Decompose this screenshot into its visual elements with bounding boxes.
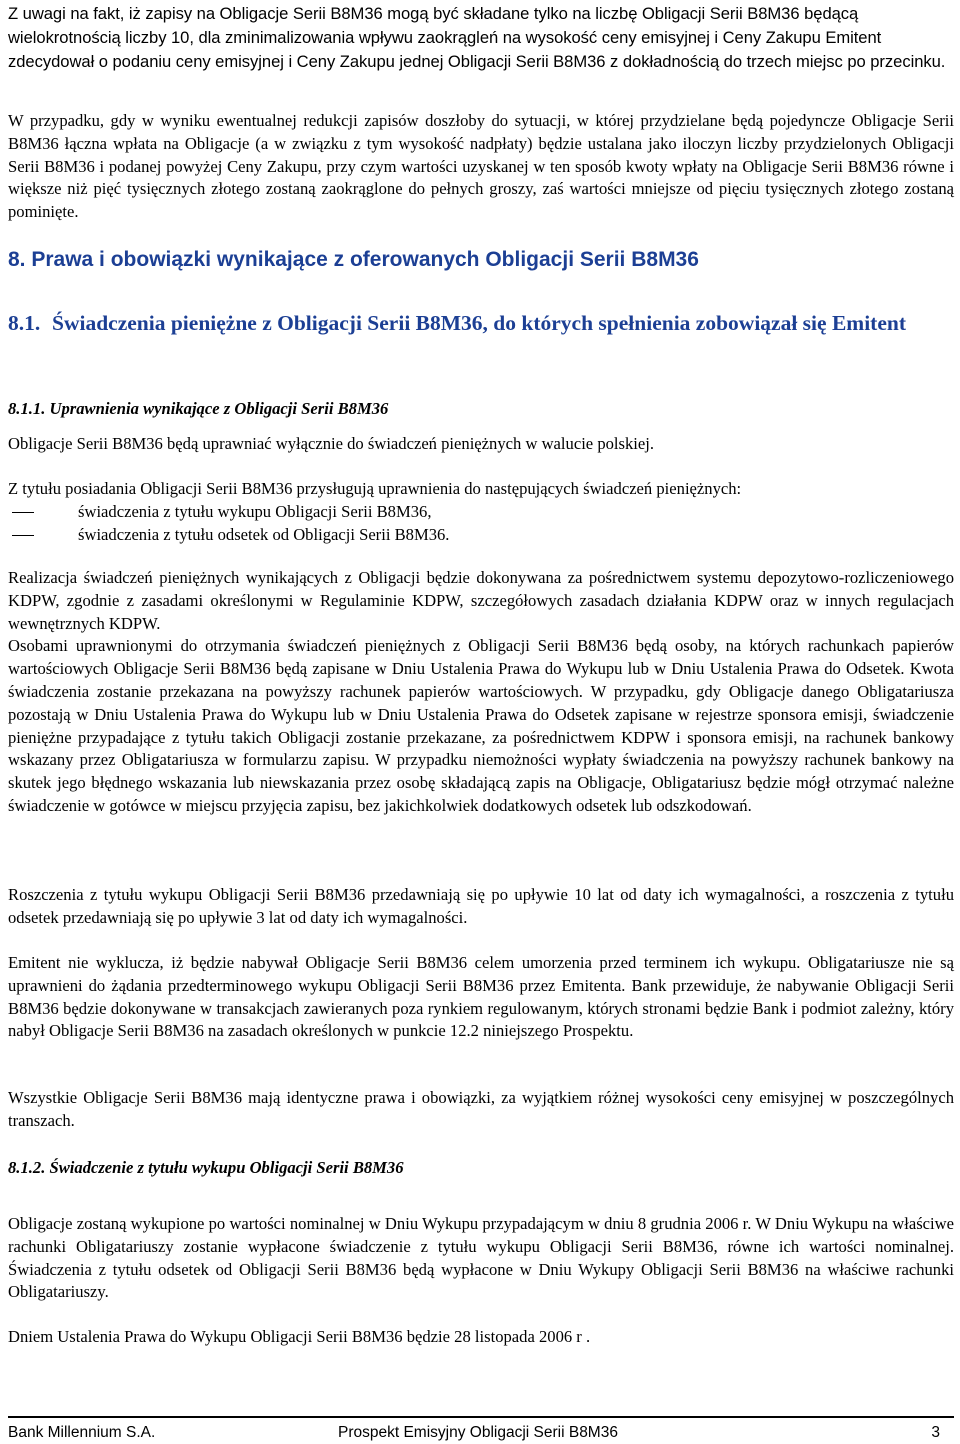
intro-paragraph-2: W przypadku, gdy w wyniku ewentualnej redukcji zapisów doszłoby do sytuacji, w której przydzielane będą pojedyncze Obligacje Serii B8M36 łączna wpłata na Obligacje (a w związku z tym wysokość nadpłaty) będzie ustalana jako iloczyn liczby przydzielonych Obligacji Serii B8M36 i podanej powyżej Ceny Zakupu, przy czym wartości uzyskanej w ten sposób kwoty wpłaty na Obligacje Serii B8M36 równe i większe niż pięć tysięcznych złotego zostaną zaokrąglone do pełnych groszy, zaś wartości mniejsze od pięciu tysięcznych złotego zostaną pominięte. <box>8 111 954 222</box>
paragraph-8-1-1-b: Z tytułu posiadania Obligacji Serii B8M36 przysługują uprawnienia do następujących świadczeń pieniężnych: świadczenia z tytułu wykupu Obligacji Serii B8M36, świadczenia z tytułu odsetek od Obligacji Serii B8M36. <box>8 478 954 546</box>
paragraph-8-1-1-a: Obligacje Serii B8M36 będą uprawniać wyłącznie do świadczeń pieniężnych w walucie polskiej. <box>8 434 655 453</box>
paragraph-8-1-2-b: Dniem Ustalenia Prawa do Wykupu Obligacji Serii B8M36 będzie 28 listopada 2006 r . <box>8 1327 591 1346</box>
dash-bullet <box>8 524 78 547</box>
footer-company: Bank Millennium S.A. <box>8 1424 156 1441</box>
paragraph-8-1-1-e: Emitent nie wyklucza, iż będzie nabywał Obligacje Serii B8M36 celem umorzenia przed terminem ich wykupu. Obligatariusze nie są uprawnieni do żądania przedterminowego wykupu Obligacji Serii B8M36 przez Emitenta. Bank przewiduje, że nabywanie Obligacji Serii B8M36 będzie dokonywane w transakcjach zawieranych poza rynkiem regulowanym, których stronami będzie Bank i podmiot zależny, który nabył Obligacje Serii B8M36 na zasadach określonych w punkcie 12.2 niniejszego Prospektu. <box>8 953 954 1041</box>
footer-divider <box>8 1416 954 1418</box>
footer-document-title: Prospekt Emisyjny Obligacji Serii B8M36 <box>338 1424 618 1441</box>
footer-page-number: 3 <box>931 1424 940 1441</box>
list-item: świadczenia z tytułu odsetek od Obligacji Serii B8M36. <box>8 524 954 547</box>
paragraph-8-1-1-c: Realizacja świadczeń pieniężnych wynikających z Obligacji będzie dokonywana za pośrednictwem systemu depozytowo-rozliczeniowego KDPW, zgodnie z zasadami określonymi w Regulaminie KDPW, szczegółowych zasadach działania KDPW oraz w innych regulacjach wewnętrznych KDPW. Osobami uprawnionymi do otrzymania świadczeń pieniężnych z Obligacji Serii B8M36 będą osoby, na których rachunkach papierów wartościowych Obligacje Serii B8M36 będą zapisane w Dniu Ustalenia Prawa do Wykupu lub w Dniu Ustalenia Prawa do Odsetek. Kwota świadczenia zostanie przekazana na powyższy rachunek papierów wartościowych. W przypadku, gdy Obligacje danego Obligatariusza pozostają w Dniu Ustalenia Prawa do Wykupu lub w Dniu Ustalenia Prawa do Odsetek zapisane w rejestrze sponsora emisji, świadczenie pieniężne przypadające z tytułu takich Obligacji zostanie przekazane, za pośrednictwem KDPW i sponsora emisji, na rachunek bankowy wskazany przez Obligatariusza w formularzu zapisu. W przypadku niemożności wypłaty świadczenia na powyższy rachunek bankowy na skutek jego błędnego wskazania lub niewskazania przez osobę składającą zapis na Obligacje, Obligatariusz będzie mógł otrzymać należne świadczenie w gotówce w miejscu przyjęcia zapisu, bez jakichkolwiek dodatkowych odsetek lub odszkodowań. <box>8 568 954 815</box>
section-title: Świadczenia pieniężne z Obligacji Serii B8M36, do których spełnienia zobowiązał się Emitent <box>52 311 906 335</box>
list-item: świadczenia z tytułu wykupu Obligacji Serii B8M36, <box>8 501 954 524</box>
dash-bullet <box>8 501 78 524</box>
paragraph-8-1-1-f: Wszystkie Obligacje Serii B8M36 mają identyczne prawa i obowiązki, za wyjątkiem różnej wysokości ceny emisyjnej w poszczególnych transzach. <box>8 1088 954 1130</box>
paragraph-8-1-2-a: Obligacje zostaną wykupione po wartości nominalnej w Dniu Wykupu przypadającym w dniu 8 grudnia 2006 r. W Dniu Wykupu na właściwe rachunki Obligatariuszy zostanie wypłacone świadczenie z tytułu wykupu Obligacji Serii B8M36, równe ich wartości nominalnej. Świadczenia z tytułu odsetek od Obligacji Serii B8M36 będą wypłacone w Dniu Wykupy Obligacji Serii B8M36 na właściwe rachunki Obligatariuszy. <box>8 1214 954 1302</box>
section-8-1-2-heading: 8.1.2. Świadczenie z tytułu wykupu Obligacji Serii B8M36 <box>8 1158 404 1177</box>
page-footer <box>8 1404 954 1444</box>
intro-paragraph-1: Z uwagi na fakt, iż zapisy na Obligacje Serii B8M36 mogą być składane tylko na liczbę Obligacji Serii B8M36 będącą wielokrotnością liczby 10, dla zminimalizowania wpływu zaokrągleń na wysokość ceny emisyjnej i Ceny Zakupu Emitent zdecydował o podaniu ceny emisyjnej i Ceny Zakupu jednej Obligacji Serii B8M36 z dokładnością do trzech miejsc po przecinku. <box>8 4 946 71</box>
section-8-heading: 8. Prawa i obowiązki wynikające z oferowanych Obligacji Serii B8M36 <box>8 248 699 271</box>
paragraph-8-1-1-d: Roszczenia z tytułu wykupu Obligacji Serii B8M36 przedawniają się po upływie 10 lat od daty ich wymagalności, a roszczenia z tytułu odsetek przedawniają się po upływie 3 lat od daty ich wymagalności. <box>8 885 954 927</box>
section-8-1-1-heading: 8.1.1. Uprawnienia wynikające z Obligacji Serii B8M36 <box>8 399 389 418</box>
section-number: 8.1. <box>8 311 41 335</box>
entitlements-list <box>8 501 954 547</box>
section-8-1-heading <box>8 309 954 338</box>
